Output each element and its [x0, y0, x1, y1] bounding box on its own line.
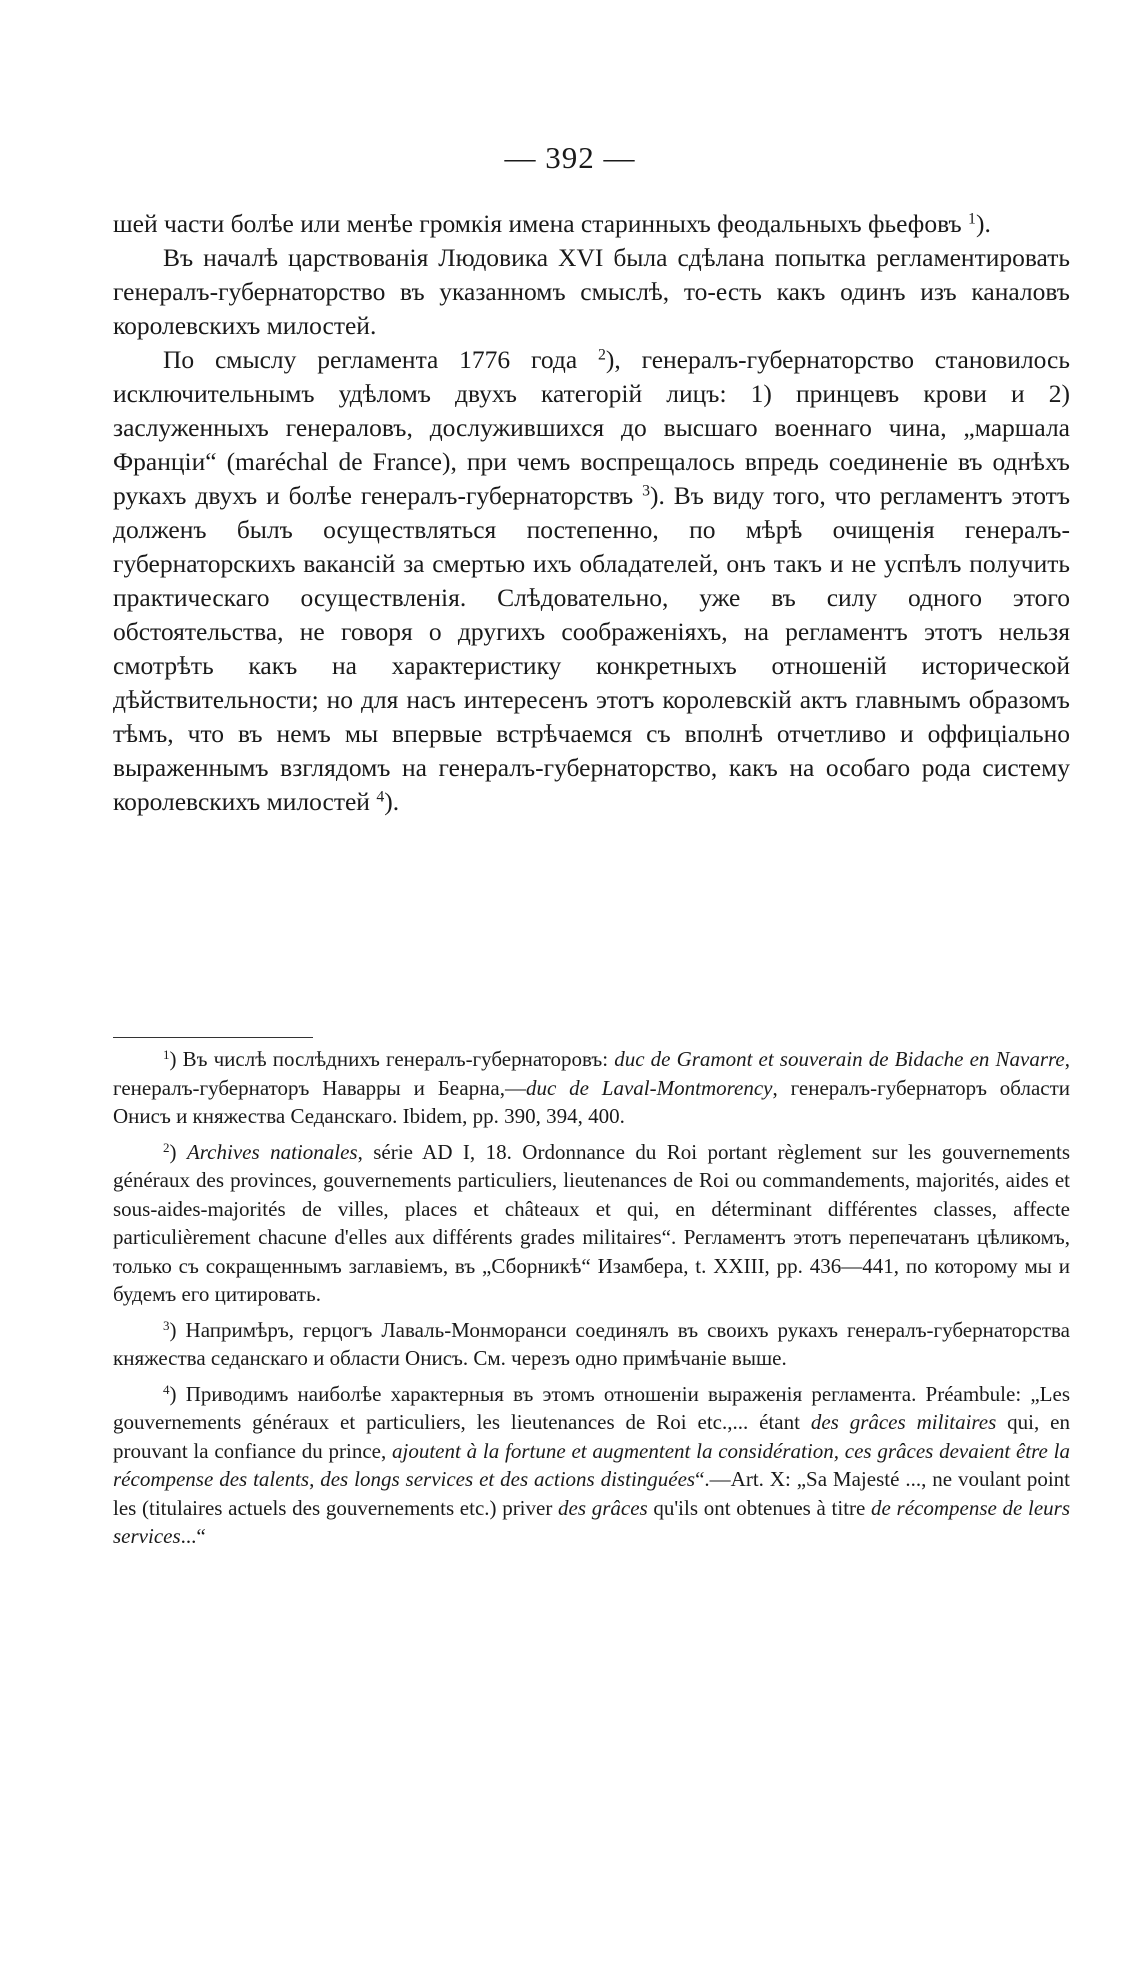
- footnote-2: [113, 1138, 1070, 1309]
- footnote-2-text: , série AD I, 18. Ordonnance du Roi portant règlement sur les gouvernements généraux des provinces, gouvernements particuliers, lieutenances de Roi ou commandements, majorités, aides et sous-aides-majorités de villes, places et châteaux et qui, en déterminant différentes classes, affecte particulièrement chacune d'elles aux différents grades militaires“. Регламентъ этотъ перепечатанъ цѣликомъ, только съ сокращеннымъ заглавіемъ, въ „Сборникѣ“ Изамбера, t. XXIII, pp. 436—441, по которому мы и будемъ его цитировать.: [113, 1139, 1070, 1306]
- paragraph-3-text-b: ), генералъ-губернаторство становилось исключительнымъ удѣломъ двухъ категорій лицъ: 1) принцевъ крови и 2) заслуженныхъ генераловъ, дослужившихся до высшаго военнаго чина, „маршала Франціи“ (maréchal de France), при чемъ воспрещалось впредь соединеніе въ однѣхъ рукахъ двухъ и болѣе генералъ-губернаторствъ: [113, 345, 1070, 510]
- footnote-4-text-4: qu'ils ont obtenues à titre: [647, 1495, 872, 1520]
- footnote-3: [113, 1316, 1070, 1373]
- footnote-1-text: ) Въ числѣ послѣднихъ генералъ-губернаторовъ:: [169, 1047, 615, 1071]
- footnote-ref-2[interactable]: 2: [597, 346, 606, 364]
- footnote-4-text-2: qui, en prouvant la confiance du prince,: [113, 1410, 1070, 1463]
- footnote-2-paren: ): [169, 1139, 187, 1164]
- footnote-4-italic-2: ajoutent à la fortune et augmentent la considération, ces grâces devaient être la récompense des talents, des longs services et des actions distinguées: [113, 1438, 1070, 1491]
- footnote-3-text: ) Напримѣръ, герцогъ Лаваль-Монморанси соединялъ въ своихъ рукахъ генералъ-губернаторства княжества седанскаго и области Онисъ. См. черезъ одно примѣчаніе выше.: [113, 1317, 1070, 1370]
- footnote-4-italic-1: des grâces militaires: [810, 1410, 997, 1434]
- footnote-4-text-5: ...“: [180, 1524, 206, 1548]
- paragraph-3-text-c: ). Въ виду того, что регламентъ этотъ долженъ былъ осуществляться постепенно, по мѣрѣ очищенія генералъ-губернаторскихъ вакансій за смертью ихъ обладателей, онъ такъ и не успѣлъ получить практическаго осуществленія. Слѣдовательно, уже въ силу одного этого обстоятельства, не говоря о другихъ соображеніяхъ, на регламентъ этотъ нельзя смотрѣть какъ на характеристику конкретныхъ отношеній исторической дѣйствительности; но для насъ интересенъ этотъ королевскій актъ главнымъ образомъ тѣмъ, что въ немъ мы впервые встрѣчаемся съ вполнѣ отчетливо и оффиціально выраженнымъ взглядомъ на генералъ-губернаторство, какъ на особаго рода систему королевскихъ милостей: [113, 481, 1071, 816]
- footnote-4-italic-4: de récompense de leurs services: [113, 1495, 1071, 1548]
- footnote-1-italic-2: duc de Laval-Montmorency: [525, 1075, 773, 1100]
- footnote-4: [113, 1380, 1070, 1551]
- footnote-4-text: ) Приводимъ наиболѣе характерныя въ этомъ отношеніи выраженія регламента. Préambule: „Les gouvernements généraux et particuliers, les lieutenances de Roi etc.,... étant: [113, 1381, 1070, 1434]
- paragraph-1-end: ).: [975, 209, 991, 238]
- footnote-4-italic-3: des grâces: [558, 1495, 648, 1520]
- footnote-1-mark: 1: [163, 1046, 170, 1062]
- footnote-ref-1[interactable]: 1: [968, 210, 976, 228]
- footnote-2-mark: 2: [163, 1139, 170, 1155]
- footnote-ref-4[interactable]: 4: [376, 788, 385, 806]
- footnote-4-mark: 4: [163, 1381, 170, 1397]
- footnote-1: [113, 1045, 1070, 1131]
- paragraph-1-text: шей части болѣе или менѣе громкія имена старинныхъ феодальныхъ фьефовъ: [113, 209, 969, 238]
- paragraph-2: Въ началѣ царствованія Людовика XVI была сдѣлана попытка регламентировать генералъ-губернаторство въ указанномъ смыслѣ, то-есть какъ одинъ изъ каналовъ королевскихъ милостей.: [113, 243, 1070, 340]
- paragraph-3: [113, 343, 1070, 819]
- footnote-ref-3[interactable]: 3: [642, 482, 651, 500]
- footnote-3-mark: 3: [163, 1317, 170, 1333]
- footnote-1-text-2: , генералъ-губернаторъ Наварры и Беарна,—: [113, 1047, 1070, 1100]
- main-text: [113, 207, 1070, 819]
- footnotes: [113, 1045, 1070, 1558]
- footnote-4-text-3: “.—Art. X: „Sa Majesté ..., ne voulant point les (titulaires actuels des gouvernements etc.) priver: [113, 1467, 1071, 1520]
- paragraph-3-text-a: По смыслу регламента 1776 года: [163, 345, 598, 374]
- footnote-separator: [113, 1037, 313, 1038]
- footnote-2-italic-1: Archives nationales: [186, 1139, 358, 1164]
- footnote-1-text-3: , генералъ-губернаторъ области Онисъ и княжества Седанскаго. Ibidem, pp. 390, 394, 400.: [113, 1075, 1071, 1128]
- footnote-1-italic-1: duc de Gramont et souverain de Bidache en Navarre: [614, 1047, 1065, 1071]
- paragraph-1: [113, 207, 1070, 241]
- paragraph-3-end: ).: [384, 787, 400, 816]
- page-number: — 392 —: [504, 140, 636, 175]
